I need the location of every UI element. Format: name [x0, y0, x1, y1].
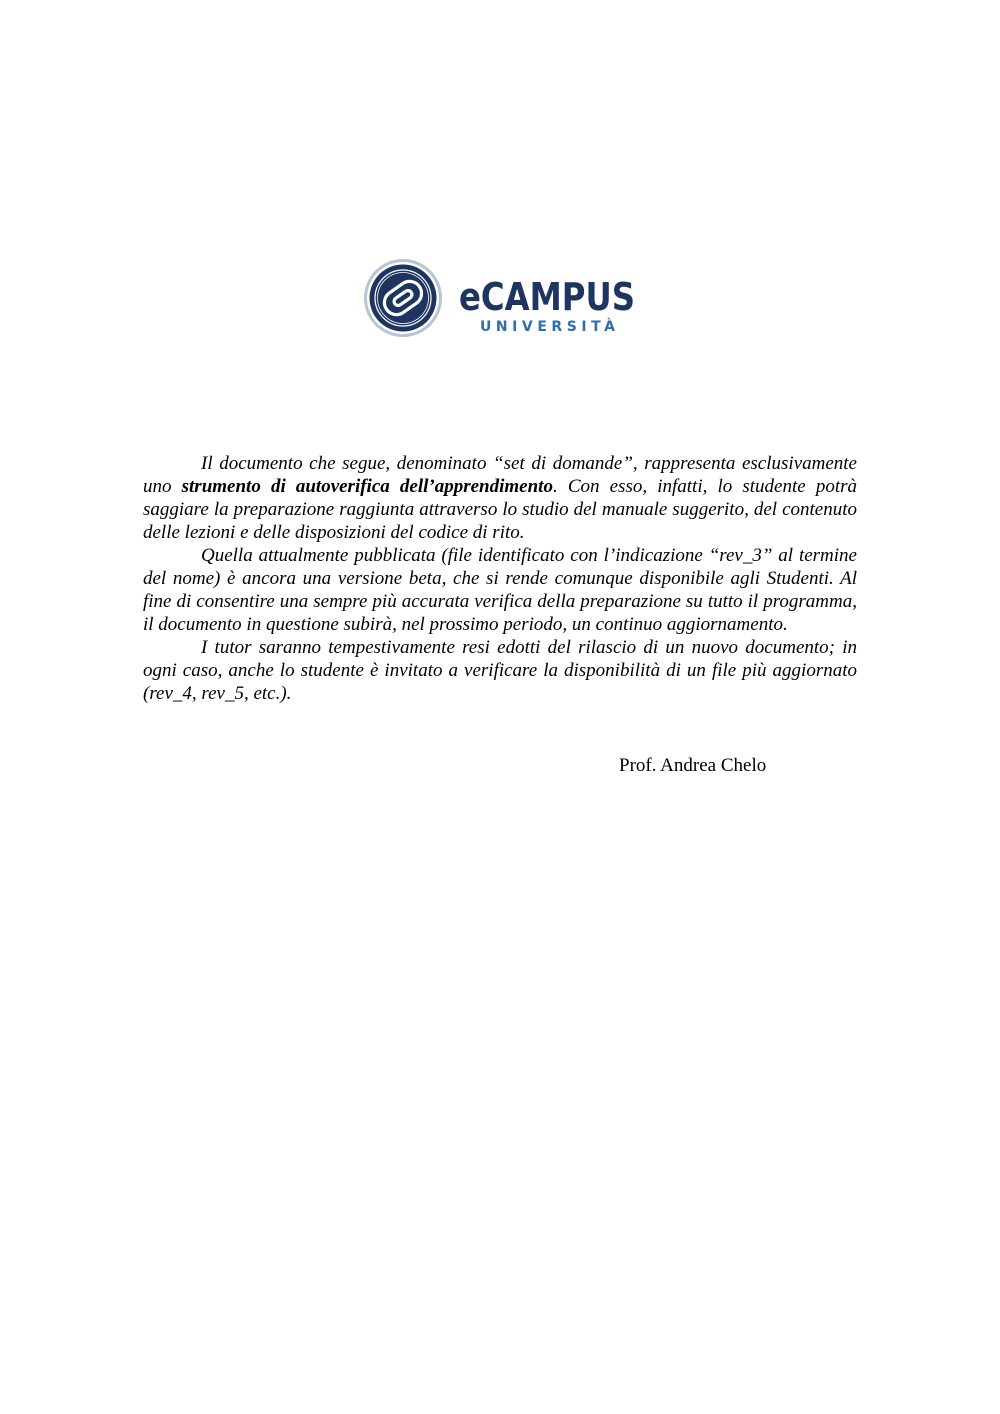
logo-subtitle: UNIVERSITÀ	[480, 319, 615, 335]
paragraph-updates: I tutor saranno tempestivamente resi edotti del rilascio di un nuovo documento; in ogni caso, anche lo studente è invitato a verificare la disponibilità di un file più aggiornato (rev_4, rev_5, etc.).	[143, 637, 857, 704]
paragraph-version: Quella attualmente pubblicata (file identificato con l’indicazione “rev_3” al termine del nome) è ancora una versione beta, che si rende comunque disponibile agli Studenti. Al fine di consentire una sempre più accurata verifica della preparazione su tutto il programma, il documento in questione subirà, nel prossimo periodo, un continuo aggiornamento.	[143, 545, 857, 635]
logo-wordmark: eCAMPUS	[459, 275, 635, 319]
ecampus-logo	[363, 258, 638, 340]
highlighted-phrase: strumento di autoverifica dell’apprendimento	[181, 476, 553, 497]
paragraph-intro-before: Il documento che segue, denominato “set di domande”, rappresenta esclusivamente uno	[143, 453, 857, 497]
disclaimer-text	[143, 452, 857, 705]
ecampus-logo-graphic	[363, 258, 638, 340]
signature: Prof. Andrea Chelo	[619, 755, 767, 776]
ecampus-seal-icon	[364, 259, 442, 337]
paragraph-intro-after: . Con esso, infatti, lo studente potrà saggiare la preparazione raggiunta attraverso lo studio del manuale suggerito, del contenuto delle lezioni e delle disposizioni del codice di rito.	[143, 476, 858, 543]
paragraph-intro	[143, 452, 857, 544]
